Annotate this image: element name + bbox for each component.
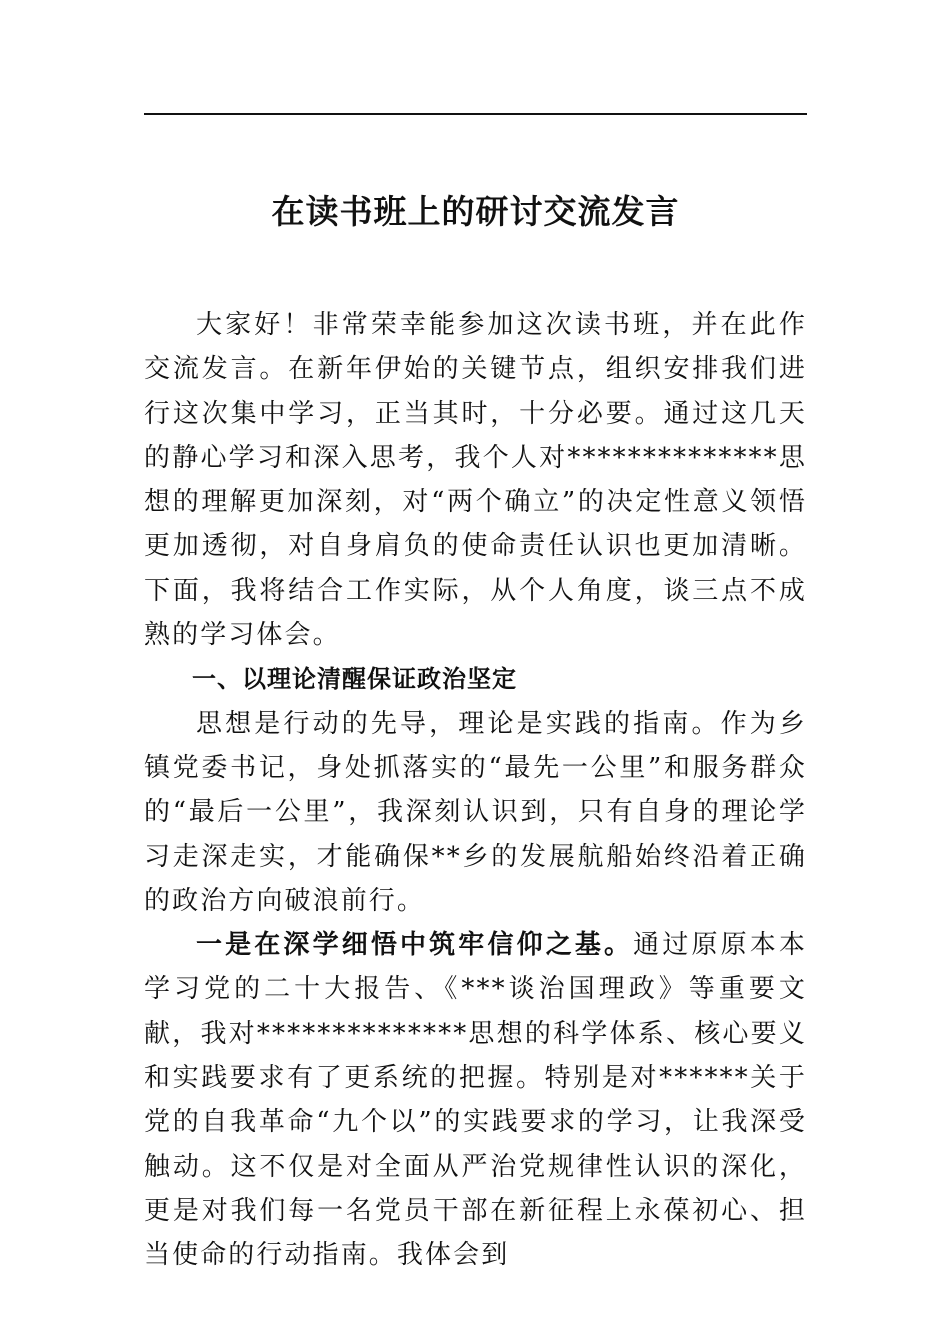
- body-paragraph: [144, 303, 807, 657]
- body-paragraph: [144, 923, 807, 1277]
- paragraph-text: 大家好！非常荣幸能参加这次读书班，并在此作交流发言。在新年伊始的关键节点，组织安排我们进行这次集中学习，正当其时，十分必要。通过这几天的静心学习和深入思考，我个人对**************思想的理解更加深刻，对“两个确立”的决定性意义领悟更加透彻，对自身肩负的使命责任认识也更加清晰。下面，我将结合工作实际，从个人角度，谈三点不成熟的学习体会。: [144, 310, 807, 651]
- document-body: [144, 303, 807, 1278]
- section-heading: 一、以理论清醒保证政治坚定: [192, 665, 517, 694]
- paragraph-text: 思想是行动的先导，理论是实践的指南。作为乡镇党委书记，身处抓落实的“最先一公里”和服务群众的“最后一公里”，我深刻认识到，只有自身的理论学习走深走实，才能确保**乡的发展航船始终沿着正确的政治方向破浪前行。: [144, 708, 807, 916]
- paragraph-text: 通过原原本本学习党的二十大报告、《***谈治国理政》等重要文献，我对**************思想的科学体系、核心要义和实践要求有了更系统的把握。特别是对******关于党的自我革命“九个以”的实践要求的学习，让我深受触动。这不仅是对全面从严治党规律性认识的深化，更是对我们每一名党员干部在新征程上永葆初心、担当使命的行动指南。我体会到: [144, 930, 807, 1271]
- body-paragraph: [144, 702, 807, 923]
- document-title: 在读书班上的研讨交流发言: [271, 192, 680, 231]
- paragraph-lead: 一是在深学细悟中筑牢信仰之基。: [196, 930, 634, 961]
- header-rule: [144, 113, 807, 115]
